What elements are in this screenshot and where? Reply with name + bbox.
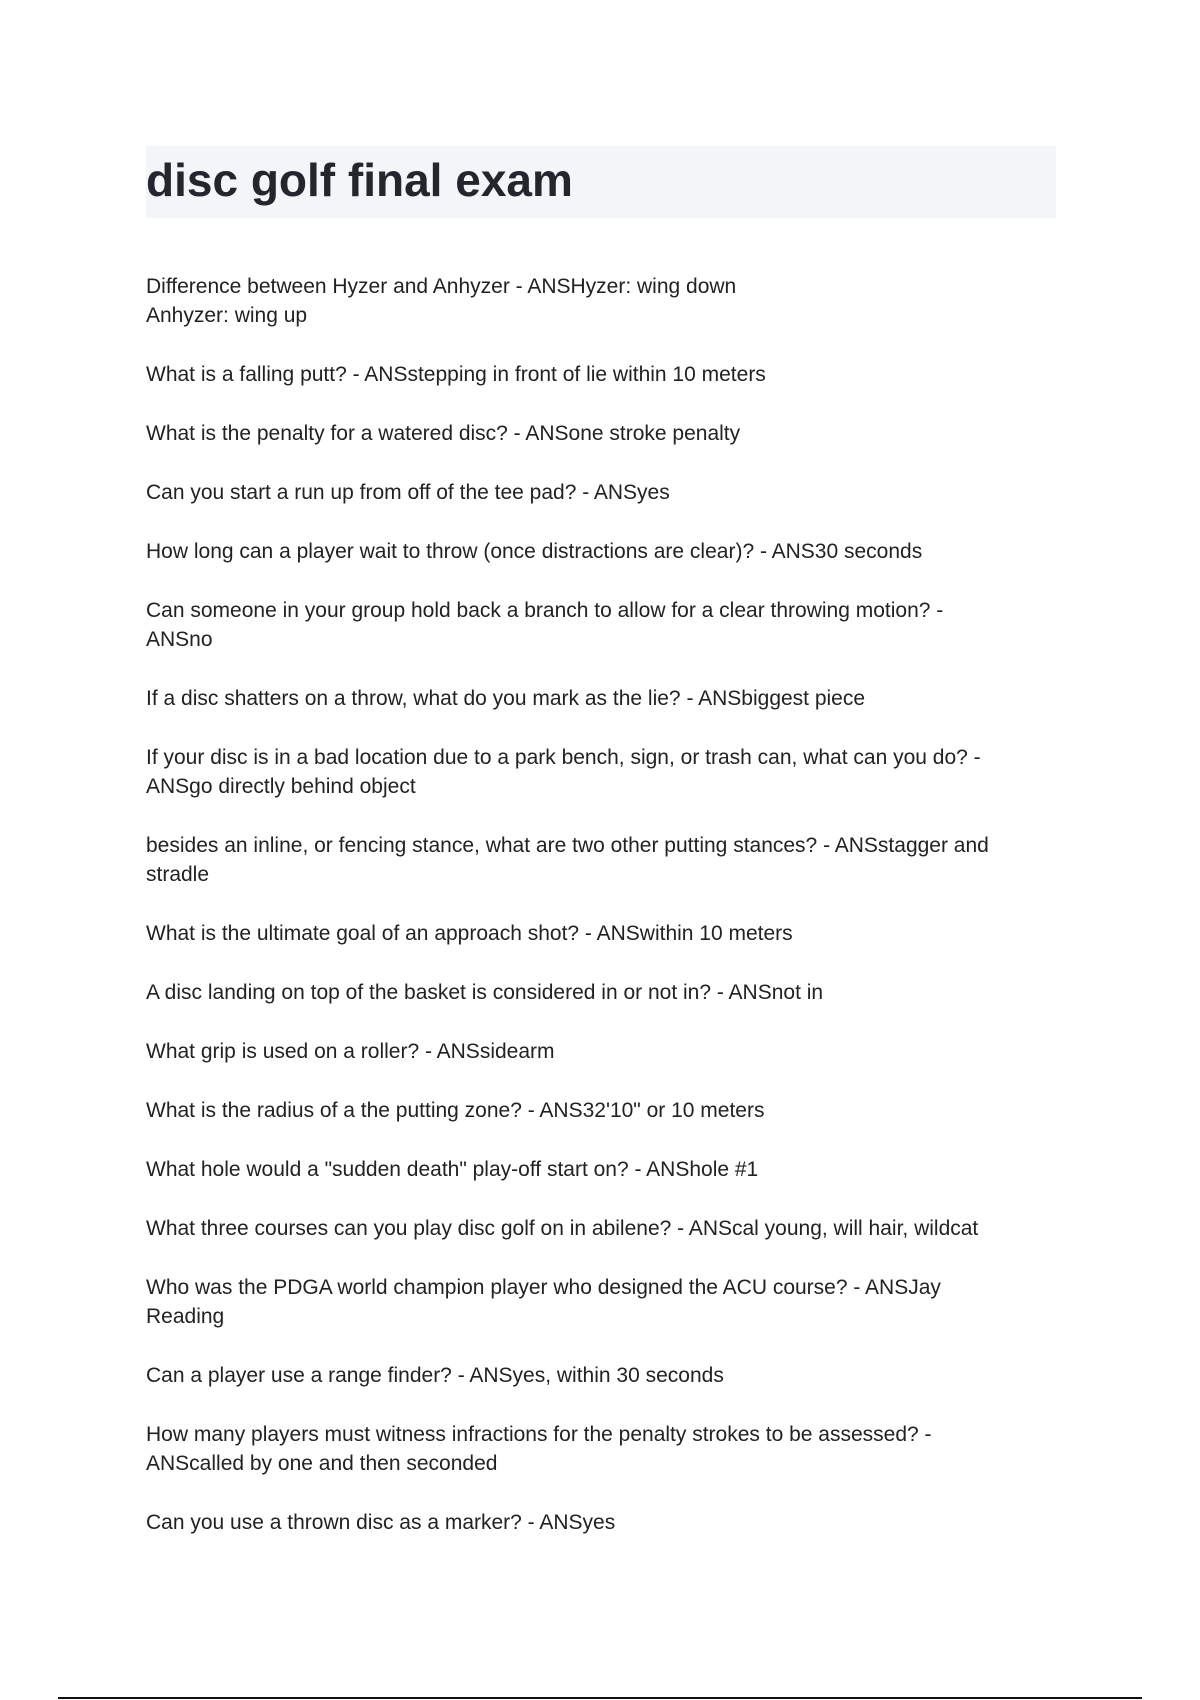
qa-item: Difference between Hyzer and Anhyzer - ANSHyzer: wing down Anhyzer: wing up (146, 275, 737, 327)
qa-item: Can a player use a range finder? - ANSyes, within 30 seconds (146, 1364, 724, 1387)
qa-item: Can someone in your group hold back a branch to allow for a clear throwing motion? - ANSno (146, 599, 944, 651)
qa-item: A disc landing on top of the basket is considered in or not in? - ANSnot in (146, 981, 824, 1004)
title-banner (146, 146, 1056, 218)
qa-item: What is the radius of a the putting zone? - ANS32'10" or 10 meters (146, 1099, 765, 1122)
qa-item: How many players must witness infractions for the penalty strokes to be assessed? - ANScalled by one and then seconded (146, 1423, 932, 1475)
qa-item: Can you use a thrown disc as a marker? - ANSyes (146, 1511, 616, 1534)
qa-item: What is the ultimate goal of an approach shot? - ANSwithin 10 meters (146, 922, 793, 945)
footer-divider (58, 1697, 1142, 1699)
qa-item: besides an inline, or fencing stance, what are two other putting stances? - ANSstagger and stradle (146, 834, 989, 886)
qa-item: What is the penalty for a watered disc? - ANSone stroke penalty (146, 422, 741, 445)
qa-item: If your disc is in a bad location due to a park bench, sign, or trash can, what can you do? - ANSgo directly behind object (146, 746, 981, 798)
qa-item: If a disc shatters on a throw, what do you mark as the lie? - ANSbiggest piece (146, 687, 866, 710)
qa-item: What is a falling putt? - ANSstepping in front of lie within 10 meters (146, 363, 766, 386)
question-answer-list (146, 272, 1046, 1567)
qa-item: Who was the PDGA world champion player who designed the ACU course? - ANSJay Reading (146, 1276, 941, 1328)
qa-item: How long can a player wait to throw (once distractions are clear)? - ANS30 seconds (146, 540, 923, 563)
page-title: disc golf final exam (146, 154, 573, 206)
qa-item: What grip is used on a roller? - ANSsidearm (146, 1040, 555, 1063)
qa-item: What three courses can you play disc golf on in abilene? - ANScal young, will hair, wildcat (146, 1217, 979, 1240)
qa-item: What hole would a "sudden death" play-off start on? - ANShole #1 (146, 1158, 759, 1181)
qa-item: Can you start a run up from off of the tee pad? - ANSyes (146, 481, 670, 504)
